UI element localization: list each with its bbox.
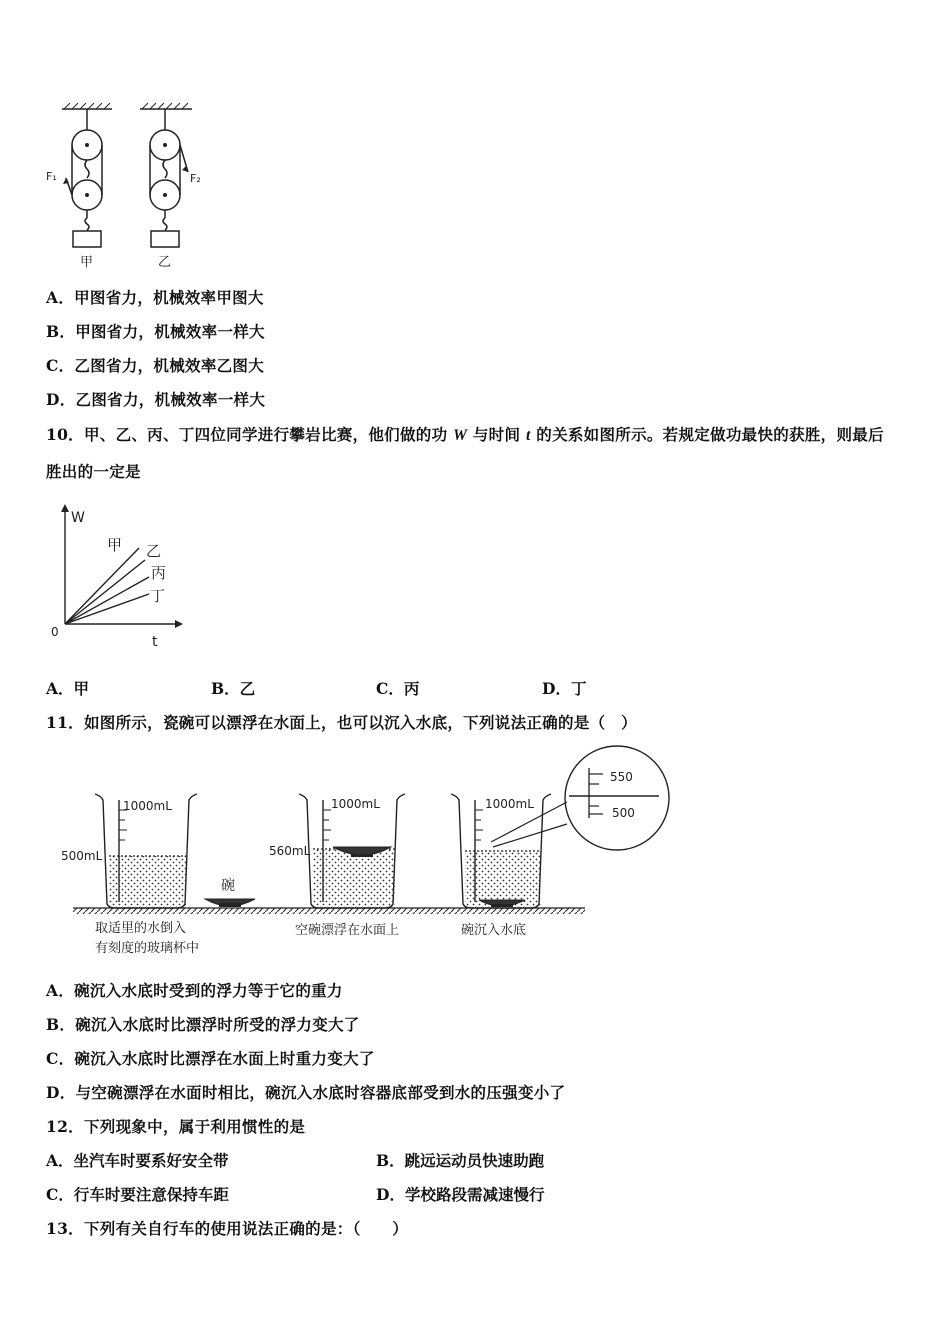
q10-option-b[interactable]: B．乙 — [211, 679, 256, 698]
zoom-upper-label: 550 — [610, 770, 633, 784]
caption1-line1: 取适里的水倒入 — [95, 921, 187, 936]
q10-option-a[interactable]: A．甲 — [46, 679, 90, 698]
var-t: t — [525, 427, 531, 444]
q9-option-a[interactable]: A．甲图省力，机械效率甲图大 — [46, 288, 264, 307]
x-axis-label: t — [152, 634, 158, 650]
label-jia: 甲 — [107, 536, 123, 554]
work-time-graph — [45, 500, 195, 650]
q12-option-b[interactable]: B．跳远运动员快速助跑 — [376, 1151, 545, 1170]
caption3: 碗沉入水底 — [461, 923, 527, 938]
caption1-line2: 有刻度的玻璃杯中 — [95, 941, 200, 956]
beaker1-top-label: 1000mL — [123, 799, 172, 813]
q9-option-b[interactable]: B．甲图省力，机械效率一样大 — [46, 322, 265, 341]
f1-label: F₁ — [46, 170, 57, 183]
pulley-figure — [40, 100, 220, 272]
bowl-label: 碗 — [221, 878, 235, 894]
q11-option-c[interactable]: C．碗沉入水底时比漂浮在水面上时重力变大了 — [46, 1049, 375, 1068]
q10-option-d[interactable]: D．丁 — [542, 679, 587, 698]
beaker1-level-label: 500mL — [61, 849, 103, 863]
q12-option-a[interactable]: A．坐汽车时要系好安全带 — [46, 1151, 229, 1170]
pulley-caption-left: 甲 — [80, 255, 94, 270]
label-bing: 丙 — [151, 564, 167, 582]
q9-option-d[interactable]: D．乙图省力，机械效率一样大 — [46, 390, 266, 409]
caption2: 空碗漂浮在水面上 — [295, 923, 400, 938]
beaker-figure — [55, 744, 665, 966]
line-bing — [65, 577, 149, 624]
q11-option-b[interactable]: B．碗沉入水底时比漂浮时所受的浮力变大了 — [46, 1015, 360, 1034]
beaker2-level-label: 560mL — [269, 844, 311, 858]
q12-option-c[interactable]: C．行车时要注意保持车距 — [46, 1185, 229, 1204]
line-ding — [65, 594, 149, 624]
q12-stem: 12．下列现象中，属于利用惯性的是 — [46, 1117, 306, 1136]
var-w: W — [453, 427, 468, 444]
line-yi — [65, 560, 145, 624]
q11-stem: 11．如图所示，瓷碗可以漂浮在水面上，也可以沉入水底，下列说法正确的是（ ） — [46, 713, 637, 732]
q10-stem: 10．甲、乙、丙、丁四位同学进行攀岩比赛，他们做的功 W 与时间 t 的关系如图所示。若规定做功最快的获胜，则最后 — [46, 425, 884, 444]
q13-stem: 13．下列有关自行车的使用说法正确的是：（ ） — [46, 1219, 409, 1238]
q10-option-c[interactable]: C．丙 — [376, 679, 420, 698]
beaker2-top-label: 1000mL — [331, 797, 380, 811]
label-yi: 乙 — [146, 542, 162, 560]
f2-label: F₂ — [190, 172, 201, 185]
pulley-caption-right: 乙 — [158, 255, 172, 270]
q11-option-d[interactable]: D．与空碗漂浮在水面时相比，碗沉入水底时容器底部受到水的压强变小了 — [46, 1083, 566, 1102]
beaker3-top-label: 1000mL — [485, 797, 534, 811]
q10-stem-line2: 胜出的一定是 — [46, 462, 141, 481]
y-axis-label: W — [71, 510, 85, 526]
line-jia — [65, 548, 139, 624]
origin-label: 0 — [51, 625, 59, 639]
q11-option-a[interactable]: A．碗沉入水底时受到的浮力等于它的重力 — [46, 981, 343, 1000]
zoom-lower-label: 500 — [612, 806, 635, 820]
q9-option-c[interactable]: C．乙图省力，机械效率乙图大 — [46, 356, 265, 375]
label-ding: 丁 — [150, 587, 166, 605]
q12-option-d[interactable]: D．学校路段需减速慢行 — [376, 1185, 545, 1204]
